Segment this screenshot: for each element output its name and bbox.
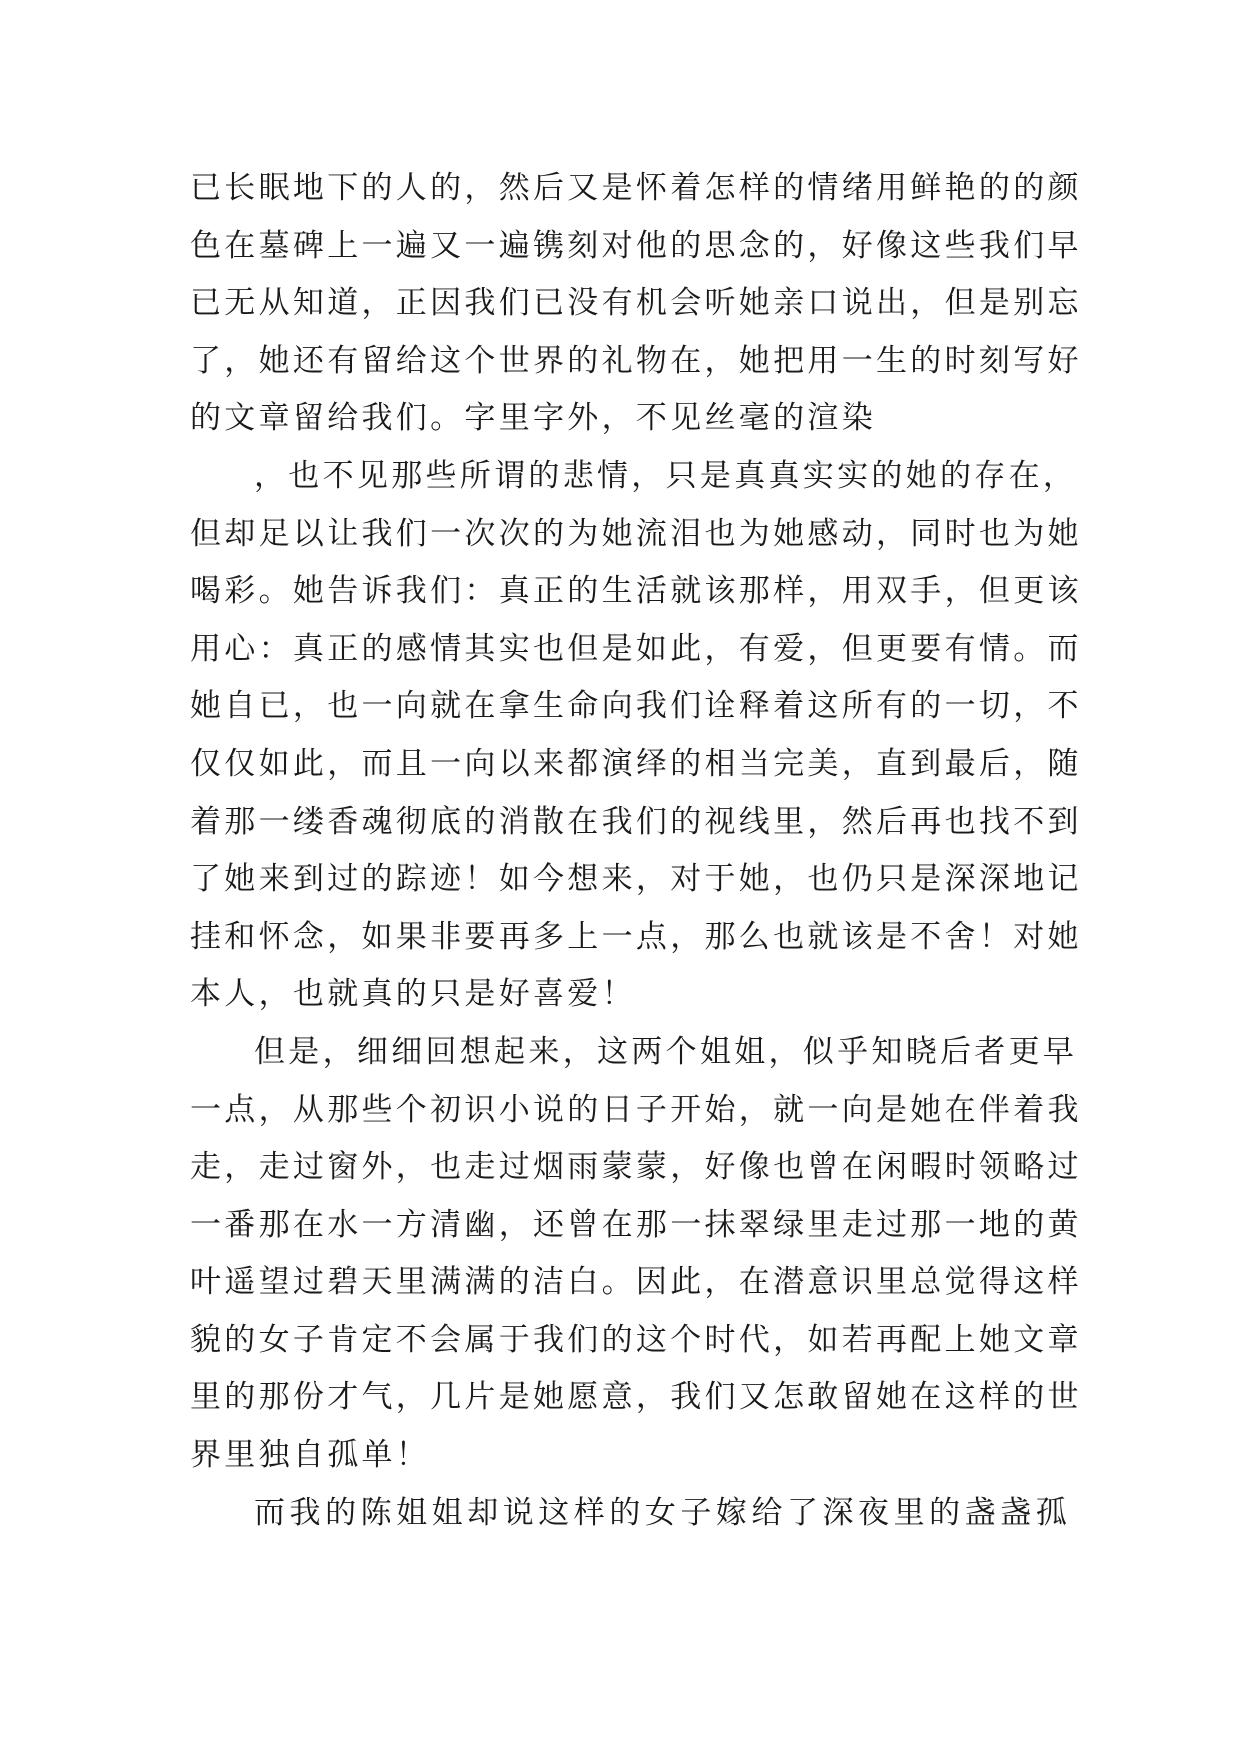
text-line: 色在墓碑上一遍又一遍镌刻对他的思念的，好像这些我们早 <box>190 227 1082 264</box>
text-line: 但却足以让我们一次次的为她流泪也为她感动，同时也为她 <box>190 515 1082 552</box>
text-line: 但是，细细回想起来，这两个姐姐，似乎知晓后者更早 <box>254 1033 1078 1070</box>
text-line: 走，走过窗外，也走过烟雨蒙蒙，好像也曾在闲暇时领略过 <box>190 1149 1082 1186</box>
text-line: 的文章留给我们。字里字外，不见丝毫的渲染 <box>190 400 876 437</box>
text-line: 了，她还有留给这个世界的礼物在，她把用一生的时刻写好 <box>190 342 1082 379</box>
text-line: 已长眠地下的人的，然后又是怀着怎样的情绪用鲜艳的的颜 <box>190 170 1082 206</box>
text-line: 而我的陈姐姐却说这样的女子嫁给了深夜里的盏盏孤 <box>254 1494 1070 1531</box>
text-line: 里的那份才气，几片是她愿意，我们又怎敢留她在这样的世 <box>190 1379 1082 1416</box>
text-line: ，也不见那些所谓的悲情，只是真真实实的她的存在， <box>254 457 1078 494</box>
text-line: 了她来到过的踪迹！如今想来，对于她，也仍只是深深地记 <box>190 861 1082 898</box>
text-line: 已无从知道，正因我们已没有机会听她亲口说出，但是别忘 <box>190 285 1082 322</box>
body-text <box>190 160 1082 1542</box>
text-line: 仅仅如此，而且一向以来都演绎的相当完美，直到最后，随 <box>190 745 1082 782</box>
text-line: 界里独自孤单！ <box>190 1437 431 1474</box>
text-line: 着那一缕香魂彻底的消散在我们的视线里，然后再也找不到 <box>190 803 1082 840</box>
text-line: 她自已，也一向就在拿生命向我们诠释着这所有的一切，不 <box>190 688 1082 725</box>
text-line: 用心：真正的感情其实也但是如此，有爱，但更要有情。而 <box>190 630 1082 667</box>
text-line: 本人，也就真的只是好喜爱！ <box>190 976 636 1013</box>
text-line: 挂和怀念，如果非要再多上一点，那么也就该是不舍！对她 <box>190 918 1082 955</box>
text-line: 叶遥望过碧天里满满的洁白。因此，在潜意识里总觉得这样 <box>190 1264 1082 1301</box>
text-line: 喝彩。她告诉我们：真正的生活就该那样，用双手，但更该 <box>190 573 1082 610</box>
text-line: 一番那在水一方清幽，还曾在那一抹翠绿里走过那一地的黄 <box>190 1206 1082 1243</box>
text-line: 一点，从那些个初识小说的日子开始，就一向是她在伴着我 <box>190 1091 1082 1128</box>
text-line: 貌的女子肯定不会属于我们的这个时代，如若再配上她文章 <box>190 1321 1082 1358</box>
